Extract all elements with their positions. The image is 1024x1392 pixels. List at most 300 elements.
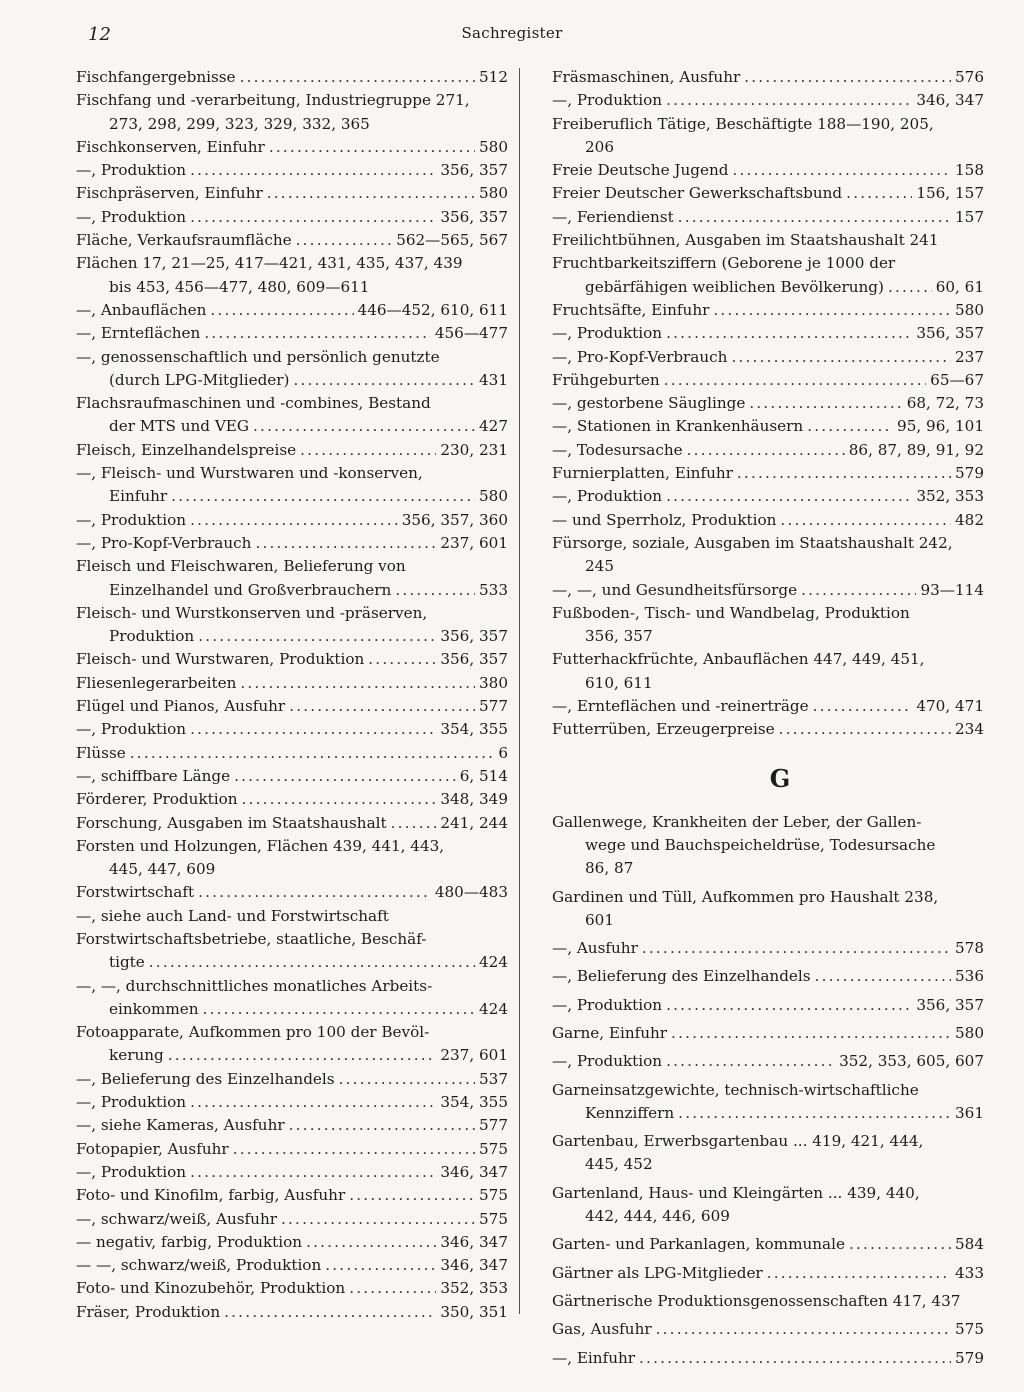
index-term: —, schiffbare Länge <box>76 766 231 785</box>
index-line <box>552 937 984 960</box>
page-reference: 575 <box>955 1320 984 1339</box>
index-line <box>76 89 508 112</box>
index-line <box>76 532 508 555</box>
index-entry <box>76 439 508 462</box>
page-reference: 427 <box>479 417 508 436</box>
index-term: 442, 444, 446, 609 <box>585 1207 730 1226</box>
leader-dots <box>666 89 912 112</box>
index-entry <box>76 648 508 671</box>
index-term: Gärtner als LPG-Mitglieder <box>552 1263 763 1282</box>
index-line <box>552 648 984 671</box>
page-reference: 433 <box>955 1263 984 1282</box>
index-entry <box>76 1277 508 1300</box>
index-entry <box>552 1318 984 1341</box>
index-term: —, Stationen in Krankenhäusern <box>552 417 804 436</box>
index-term: —, Feriendienst <box>552 207 674 226</box>
page-reference: 354, 355 <box>440 1093 508 1112</box>
leader-dots <box>801 579 916 602</box>
page-reference: 6 <box>498 743 508 762</box>
index-entry <box>76 1161 508 1184</box>
index-line <box>552 229 984 252</box>
leader-dots <box>306 1231 436 1254</box>
index-term: —, —, durchschnittliches monatliches Arbeits- <box>76 976 433 995</box>
index-line <box>76 742 508 765</box>
leader-dots <box>198 625 436 648</box>
index-line <box>76 718 508 741</box>
index-line <box>552 579 984 602</box>
index-entry <box>552 113 984 160</box>
page-reference: 68, 72, 73 <box>906 394 984 413</box>
index-entry <box>552 1262 984 1285</box>
leader-dots <box>731 346 951 369</box>
page-reference: 6, 514 <box>459 766 508 785</box>
page-reference: 482 <box>955 510 984 529</box>
index-entry <box>76 555 508 602</box>
index-entry <box>552 182 984 205</box>
leader-dots <box>339 1068 475 1091</box>
page-reference: 230, 231 <box>440 440 508 459</box>
index-term: der MTS und VEG <box>109 417 250 436</box>
index-term: —, Produktion <box>552 324 663 343</box>
index-term: Fotoapparate, Aufkommen pro 100 der Bevöl- <box>76 1023 430 1042</box>
left-column <box>76 66 508 1324</box>
index-line <box>76 1231 508 1254</box>
index-entry <box>76 1114 508 1137</box>
index-line <box>76 1277 508 1300</box>
leader-dots <box>713 299 951 322</box>
index-line <box>552 1050 984 1073</box>
page-reference: 575 <box>479 1139 508 1158</box>
leader-dots <box>642 937 951 960</box>
leader-dots <box>190 1161 436 1184</box>
index-entry <box>76 1091 508 1114</box>
index-term: —, Produktion <box>76 510 187 529</box>
page-reference: 346, 347 <box>916 91 984 110</box>
index-line <box>552 834 984 857</box>
page-reference: 470, 471 <box>916 697 984 716</box>
page-reference: 356, 357 <box>916 995 984 1014</box>
index-line <box>552 1079 984 1102</box>
index-entry <box>552 1347 984 1370</box>
index-entry <box>76 1254 508 1277</box>
leader-dots <box>171 485 475 508</box>
index-term: —, Ernteflächen <box>76 324 201 343</box>
index-term: Futterrüben, Erzeugerpreise <box>552 720 775 739</box>
leader-dots <box>767 1262 951 1285</box>
page-reference: 346, 347 <box>440 1232 508 1251</box>
index-entry <box>76 392 508 439</box>
index-term: Forstwirtschaft <box>76 883 195 902</box>
index-term: wege und Bauchspeicheldrüse, Todesursache <box>585 835 936 854</box>
index-term: (durch LPG-Mitglieder) <box>109 370 290 389</box>
index-line <box>76 812 508 835</box>
page-reference: 562—565, 567 <box>396 231 508 250</box>
index-term: 445, 452 <box>585 1155 653 1174</box>
page-reference: 346, 347 <box>440 1256 508 1275</box>
index-line <box>76 182 508 205</box>
page-reference: 157 <box>955 207 984 226</box>
index-line <box>552 1153 984 1176</box>
index-line <box>552 252 984 275</box>
leader-dots <box>656 1318 951 1341</box>
index-entry <box>552 1079 984 1126</box>
page-reference: 356, 357 <box>440 161 508 180</box>
index-term: Furnierplatten, Einfuhr <box>552 464 733 483</box>
page-reference: 95, 96, 101 <box>897 417 984 436</box>
leader-dots <box>190 1091 436 1114</box>
index-line <box>76 998 508 1021</box>
index-line <box>76 648 508 671</box>
index-term: Fleisch- und Wurstkonserven und -präserven, <box>76 603 428 622</box>
page-reference: 356, 357 <box>440 650 508 669</box>
index-line <box>76 113 508 136</box>
index-term: —, Anbauflächen <box>76 300 207 319</box>
index-term: 356, 357 <box>585 627 653 646</box>
index-term: Freiberuflich Tätige, Beschäftigte 188—190, 205, <box>552 114 934 133</box>
index-entry <box>552 1050 984 1073</box>
page-reference: 580 <box>955 300 984 319</box>
leader-dots <box>190 159 436 182</box>
leader-dots <box>666 485 912 508</box>
index-line <box>76 881 508 904</box>
index-entry <box>552 811 984 881</box>
index-entry <box>76 66 508 89</box>
index-line <box>552 462 984 485</box>
index-term: — —, schwarz/weiß, Produktion <box>76 1256 322 1275</box>
page-reference: 356, 357 <box>440 207 508 226</box>
index-entry <box>552 579 984 602</box>
page-reference: 580 <box>479 487 508 506</box>
index-term: —, Pro-Kopf-Verbrauch <box>552 347 728 366</box>
index-line <box>76 1184 508 1207</box>
index-line <box>76 1254 508 1277</box>
leader-dots <box>130 742 495 765</box>
index-term: Fischfangergebnisse <box>76 68 236 86</box>
index-entry <box>552 229 984 252</box>
page-reference: 354, 355 <box>440 720 508 739</box>
leader-dots <box>210 299 353 322</box>
index-term: —, Einfuhr <box>552 1348 636 1367</box>
index-term: Fischkonserven, Einfuhr <box>76 137 265 156</box>
leader-dots <box>395 579 475 602</box>
index-entry <box>552 369 984 392</box>
index-entry <box>76 742 508 765</box>
index-term: Gas, Ausfuhr <box>552 1320 652 1339</box>
page-reference: 456—477 <box>434 324 508 343</box>
index-line <box>552 695 984 718</box>
index-entry <box>76 672 508 695</box>
page-reference: 431 <box>479 370 508 389</box>
index-entry <box>76 788 508 811</box>
leader-dots <box>190 509 398 532</box>
index-line <box>76 66 508 89</box>
leader-dots <box>269 136 475 159</box>
leader-dots <box>749 392 902 415</box>
index-term: Fläche, Verkaufsraumfläche <box>76 231 292 250</box>
index-line <box>552 439 984 462</box>
index-line <box>552 276 984 299</box>
index-line <box>76 555 508 578</box>
page-reference: 446—452, 610, 611 <box>357 300 508 319</box>
index-term: —, Todesursache <box>552 440 683 459</box>
index-term: Fräser, Produktion <box>76 1302 221 1321</box>
index-entry <box>76 905 508 928</box>
index-entry <box>552 602 984 649</box>
index-entry <box>76 835 508 882</box>
index-line <box>552 206 984 229</box>
leader-dots <box>224 1301 436 1324</box>
index-term: — und Sperrholz, Produktion <box>552 510 777 529</box>
index-entry <box>552 532 984 579</box>
page-reference: 533 <box>479 580 508 599</box>
leader-dots <box>234 765 456 788</box>
leader-dots <box>666 322 912 345</box>
index-line <box>552 113 984 136</box>
index-line <box>76 579 508 602</box>
index-term: Garne, Einfuhr <box>552 1023 668 1042</box>
leader-dots <box>255 532 436 555</box>
index-term: Flachsraufmaschinen und -combines, Bestand <box>76 394 431 413</box>
index-line <box>76 835 508 858</box>
index-entry <box>76 532 508 555</box>
index-line <box>552 994 984 1017</box>
index-term: —, Produktion <box>76 1162 187 1181</box>
page-reference: 512 <box>479 68 508 86</box>
index-entry <box>552 206 984 229</box>
index-term: Fruchtsäfte, Einfuhr <box>552 300 710 319</box>
index-line <box>552 509 984 532</box>
index-entry <box>76 462 508 509</box>
index-term: Fleisch, Einzelhandelspreise <box>76 440 297 459</box>
page-reference: 380 <box>479 673 508 692</box>
index-entry <box>76 1231 508 1254</box>
index-term: Flüsse <box>76 743 126 762</box>
leader-dots <box>242 788 437 811</box>
page-reference: 356, 357, 360 <box>401 510 508 529</box>
index-term: 610, 611 <box>585 673 653 692</box>
index-line <box>76 905 508 928</box>
index-line <box>552 1233 984 1256</box>
page-reference: 361 <box>955 1103 984 1122</box>
index-line <box>76 951 508 974</box>
index-line <box>552 1318 984 1341</box>
index-line <box>76 322 508 345</box>
index-entry <box>76 182 508 205</box>
leader-dots <box>289 695 475 718</box>
page-reference: 234 <box>955 720 984 739</box>
index-term: Einzelhandel und Großverbrauchern <box>109 580 392 599</box>
leader-dots <box>149 951 475 974</box>
index-line <box>76 625 508 648</box>
index-line <box>552 857 984 880</box>
index-entry <box>76 159 508 182</box>
leader-dots <box>203 998 475 1021</box>
index-entry <box>76 602 508 649</box>
index-line <box>76 229 508 252</box>
index-entry <box>76 928 508 975</box>
leader-dots <box>349 1184 475 1207</box>
index-term: —, Produktion <box>76 720 187 739</box>
page-reference: 86, 87, 89, 91, 92 <box>848 440 984 459</box>
index-entry <box>76 1138 508 1161</box>
index-line <box>552 485 984 508</box>
leader-dots <box>678 206 951 229</box>
index-line <box>552 415 984 438</box>
index-entry <box>76 1184 508 1207</box>
index-line <box>76 1114 508 1137</box>
page-reference: 352, 353, 605, 607 <box>839 1052 984 1071</box>
index-line <box>552 555 984 578</box>
leader-dots <box>190 206 436 229</box>
index-term: Garneinsatzgewichte, technisch-wirtschaftliche <box>552 1080 919 1099</box>
index-entry <box>552 439 984 462</box>
leader-dots <box>198 881 431 904</box>
page-reference: 575 <box>479 1186 508 1205</box>
leader-dots <box>639 1347 951 1370</box>
page-reference: 241, 244 <box>440 813 508 832</box>
leader-dots <box>744 66 951 89</box>
index-term: Foto- und Kinozubehör, Produktion <box>76 1279 346 1298</box>
index-line <box>552 532 984 555</box>
page-reference: 584 <box>955 1235 984 1254</box>
index-term: Fleisch- und Wurstwaren, Produktion <box>76 650 365 669</box>
index-term: 206 <box>585 137 614 156</box>
index-line <box>552 811 984 834</box>
leader-dots <box>664 369 926 392</box>
index-entry <box>76 299 508 322</box>
index-entry <box>552 1130 984 1177</box>
index-entry <box>552 718 984 741</box>
page-reference: 580 <box>479 137 508 156</box>
index-line <box>552 369 984 392</box>
index-term: 273, 298, 299, 323, 329, 332, 365 <box>109 114 370 133</box>
index-term: —, Produktion <box>552 487 663 506</box>
index-entry <box>76 89 508 136</box>
page-reference: 60, 61 <box>935 277 984 296</box>
index-entry <box>552 1290 984 1313</box>
index-line <box>552 1182 984 1205</box>
index-line <box>552 346 984 369</box>
page-reference: 237 <box>955 347 984 366</box>
index-entry <box>552 346 984 369</box>
index-line <box>76 858 508 881</box>
index-entry <box>76 765 508 788</box>
leader-dots <box>294 369 476 392</box>
index-line <box>76 485 508 508</box>
index-entry <box>552 648 984 695</box>
leader-dots <box>289 1114 475 1137</box>
index-line <box>76 159 508 182</box>
index-term: Forsten und Holzungen, Flächen 439, 441, 443, <box>76 836 445 855</box>
index-entry <box>76 1208 508 1231</box>
index-line <box>76 672 508 695</box>
index-line <box>76 765 508 788</box>
leader-dots <box>349 1277 436 1300</box>
index-term: 86, 87 <box>585 859 634 878</box>
page-reference: 579 <box>955 464 984 483</box>
index-term: Freie Deutsche Jugend <box>552 161 729 180</box>
index-term: Fleisch und Fleischwaren, Belieferung von <box>76 557 406 576</box>
index-entry <box>76 975 508 1022</box>
page-reference: 346, 347 <box>440 1162 508 1181</box>
index-line <box>76 695 508 718</box>
index-entry <box>76 206 508 229</box>
index-line <box>552 159 984 182</box>
index-term: Frühgeburten <box>552 370 660 389</box>
index-term: Gallenwege, Krankheiten der Leber, der Gallen- <box>552 812 922 831</box>
index-line <box>76 1068 508 1091</box>
index-term: —, Fleisch- und Wurstwaren und -konserven, <box>76 464 423 483</box>
leader-dots <box>666 1050 835 1073</box>
index-entry <box>552 299 984 322</box>
page-reference: 352, 353 <box>916 487 984 506</box>
index-term: Fotopapier, Ausfuhr <box>76 1139 229 1158</box>
right-column <box>552 66 984 1370</box>
index-term: —, —, und Gesundheitsfürsorge <box>552 580 798 599</box>
index-line <box>76 1044 508 1067</box>
leader-dots <box>233 1138 475 1161</box>
index-line <box>76 1138 508 1161</box>
leader-dots <box>391 812 437 835</box>
index-line <box>552 1347 984 1370</box>
page-reference: 350, 351 <box>440 1302 508 1321</box>
index-entry <box>76 322 508 345</box>
leader-dots <box>325 1254 436 1277</box>
index-line <box>76 928 508 951</box>
index-line <box>552 1130 984 1153</box>
index-line <box>76 136 508 159</box>
index-line <box>76 252 508 275</box>
index-term: Förderer, Produktion <box>76 790 238 809</box>
index-entry <box>552 89 984 112</box>
index-term: —, Produktion <box>552 91 663 110</box>
page-reference: 578 <box>955 939 984 958</box>
running-head: Sachregister <box>461 24 563 42</box>
index-term: Fußboden-, Tisch- und Wandbelag, Produktion <box>552 603 910 622</box>
index-term: —, Produktion <box>76 161 187 180</box>
leader-dots <box>666 994 912 1017</box>
leader-dots <box>671 1022 951 1045</box>
index-term: Fischpräserven, Einfuhr <box>76 184 263 203</box>
page-reference: 537 <box>479 1069 508 1088</box>
page-reference: 580 <box>479 184 508 203</box>
page-reference: 348, 349 <box>440 790 508 809</box>
index-term: —, gestorbene Säuglinge <box>552 394 746 413</box>
index-entry <box>76 1068 508 1091</box>
index-term: Fürsorge, soziale, Ausgaben im Staatshaushalt 242, <box>552 533 953 552</box>
page-reference: 536 <box>955 967 984 986</box>
index-term: —, Produktion <box>76 1093 187 1112</box>
index-line <box>552 182 984 205</box>
index-entry <box>76 1021 508 1068</box>
index-line <box>76 439 508 462</box>
section-letter-g: G <box>769 763 791 793</box>
index-entry <box>76 695 508 718</box>
index-entry <box>76 229 508 252</box>
index-term: Gardinen und Tüll, Aufkommen pro Haushalt 238, <box>552 887 939 906</box>
index-entry <box>552 322 984 345</box>
leader-dots <box>815 965 951 988</box>
index-entry <box>76 881 508 904</box>
index-term: Flügel und Pianos, Ausfuhr <box>76 697 286 716</box>
page-reference: 237, 601 <box>440 1046 508 1065</box>
page-reference: 577 <box>479 697 508 716</box>
index-term: Fischfang und -verarbeitung, Industriegruppe 271, <box>76 91 470 110</box>
index-entry <box>76 718 508 741</box>
index-term: Forstwirtschaftsbetriebe, staatliche, Beschäf- <box>76 929 427 948</box>
index-term: Einfuhr <box>109 487 168 506</box>
page-reference: 575 <box>479 1209 508 1228</box>
